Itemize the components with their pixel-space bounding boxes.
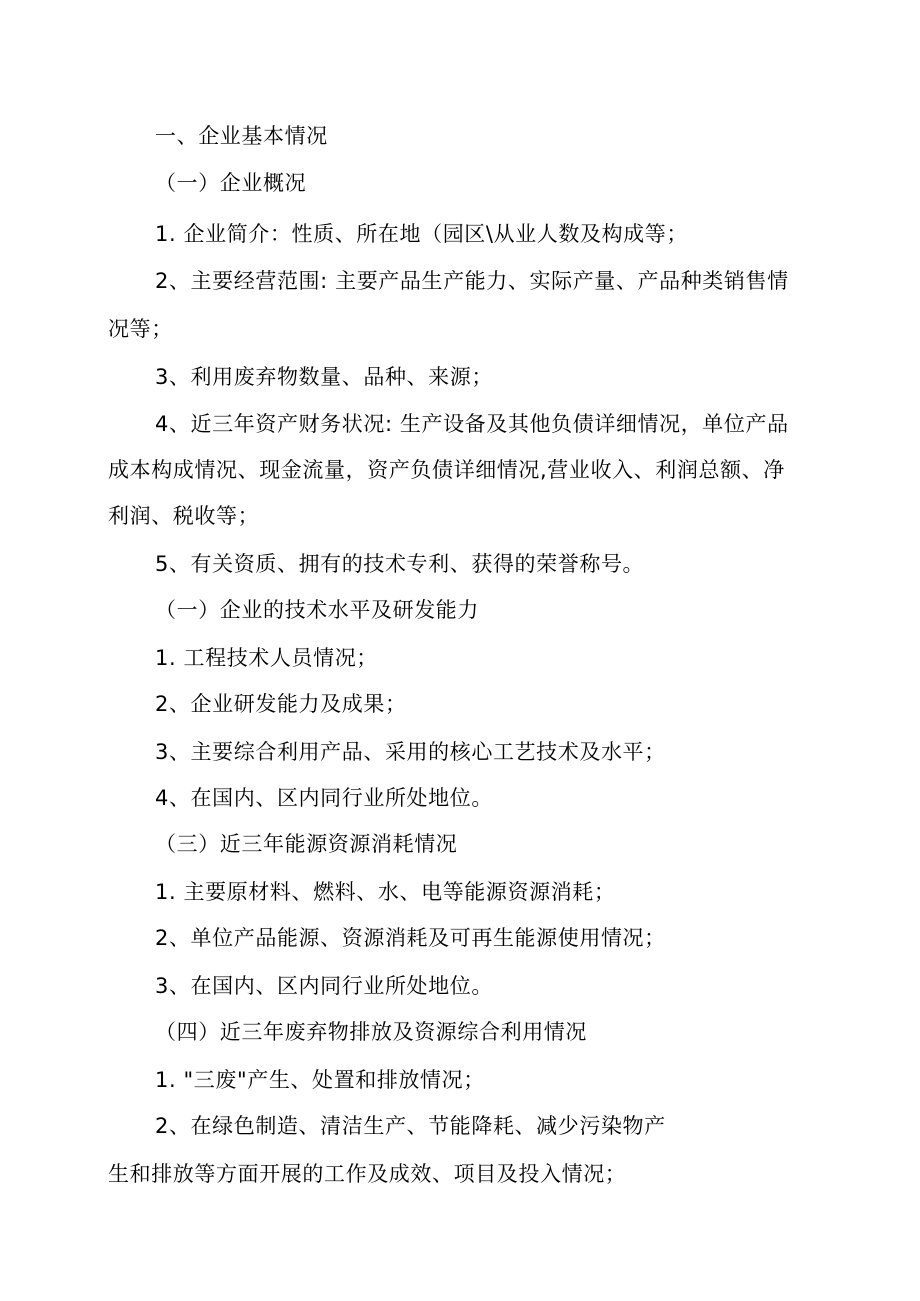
list-item: 5、有关资质、拥有的技术专利、获得的荣誉称号。 <box>155 552 645 576</box>
list-item: 3、利用废弃物数量、品种、来源； <box>155 365 493 389</box>
list-item: 1. 企业简介：性质、所在地（园区\从业人数及构成等； <box>155 222 688 246</box>
list-item: 1. 主要原材料、燃料、水、电等能源资源消耗； <box>155 880 616 904</box>
list-item: 4、近三年资产财务状况: 生产设备及其他负债详细情况，单位产品 <box>155 412 789 436</box>
subsection-heading: （一）企业的技术水平及研发能力 <box>155 598 479 622</box>
list-item: 3、在国内、区内同行业所处地位。 <box>155 974 493 998</box>
list-item-continuation: 况等； <box>108 317 173 341</box>
list-item: 2、单位产品能源、资源消耗及可再生能源使用情况； <box>155 926 666 950</box>
list-item-continuation: 成本构成情况、现金流量，资产负债详细情况,营业收入、利润总额、净 <box>108 458 785 482</box>
list-item: 2、在绿色制造、清洁生产、节能降耗、减少污染物产 <box>155 1114 666 1138</box>
subsection-heading: （三）近三年能源资源消耗情况 <box>155 832 458 856</box>
list-item: 1. 工程技术人员情况； <box>155 646 378 670</box>
subsection-heading: （四）近三年废弃物排放及资源综合利用情况 <box>155 1020 587 1044</box>
subsection-heading: （一）企业概况 <box>155 171 307 195</box>
list-item-continuation: 利润、税收等； <box>108 504 260 528</box>
list-item: 1. "三废"产生、处置和排放情况； <box>155 1068 485 1092</box>
list-item: 2、主要经营范围: 主要产品生产能力、实际产量、产品种类销售情 <box>155 269 789 293</box>
list-item: 4、在国内、区内同行业所处地位。 <box>155 786 493 810</box>
list-item-continuation: 生和排放等方面开展的工作及成效、项目及投入情况； <box>108 1162 627 1186</box>
section-heading: 一、企业基本情况 <box>155 124 328 148</box>
list-item: 3、主要综合利用产品、采用的核心工艺技术及水平； <box>155 740 666 764</box>
list-item: 2、企业研发能力及成果； <box>155 692 407 716</box>
